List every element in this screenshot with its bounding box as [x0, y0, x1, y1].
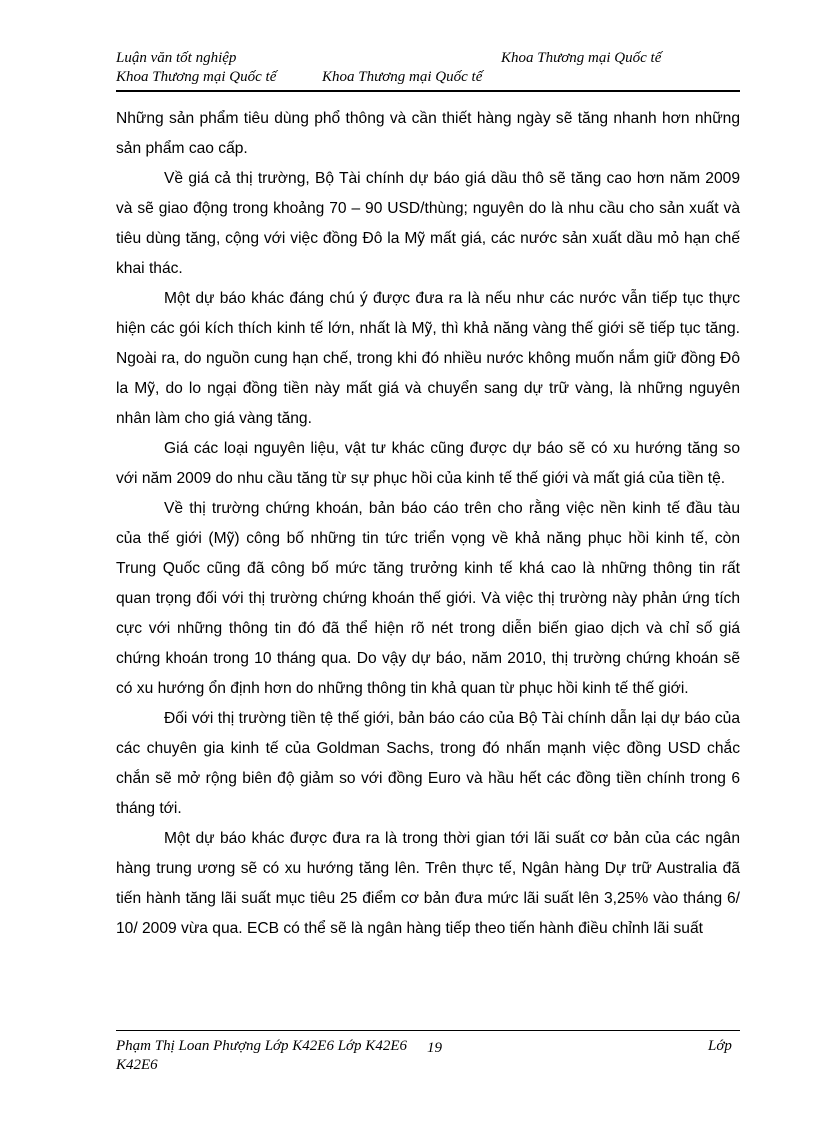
- header-rule: [116, 90, 740, 92]
- paragraph-7: Một dự báo khác được đưa ra là trong thời gian tới lãi suất cơ bản của các ngân hàng trung ương sẽ có xu hướng tăng lên. Trên thực tế, Ngân hàng Dự trữ Australia đã tiến hành tăng lãi suất mục tiêu 25 điểm cơ bản đưa mức lãi suất lên 3,25% vào tháng 6/ 10/ 2009 vừa qua. ECB có thể sẽ là ngân hàng tiếp theo tiến hành điều chỉnh lãi suất: [116, 830, 740, 937]
- paragraph-3: Một dự báo khác đáng chú ý được đưa ra là nếu như các nước vẫn tiếp tục thực hiện các gói kích thích kinh tế lớn, nhất là Mỹ, thì khả năng vàng thế giới sẽ tiếp tục tăng. Ngoài ra, do nguồn cung hạn chế, trong khi đó nhiều nước không muốn nắm giữ đồng Đô la Mỹ, do lo ngại đồng tiền này mất giá và chuyển sang dự trữ vàng, là những nguyên nhân làm cho giá vàng tăng.: [116, 290, 740, 427]
- header-department-line2-a: Khoa Thương mại Quốc tế: [116, 69, 277, 85]
- header-department-right: Khoa Thương mại Quốc tế: [501, 50, 662, 66]
- footer-class-label: Lớp: [708, 1038, 732, 1054]
- paragraph-2: Về giá cả thị trường, Bộ Tài chính dự báo giá dầu thô sẽ tăng cao hơn năm 2009 và sẽ giao động trong khoảng 70 – 90 USD/thùng; nguyên do là nhu cầu cho sản xuất và tiêu dùng tăng, cộng với việc đồng Đô la Mỹ mất giá, các nước sản xuất dầu mỏ hạn chế khai thác.: [116, 170, 740, 277]
- footer-page-number: 19: [427, 1040, 442, 1056]
- footer-author: Phạm Thị Loan Phượng Lớp K42E6 Lớp K42E6: [116, 1038, 407, 1054]
- header-title-left: Luận văn tốt nghiệp: [116, 50, 237, 66]
- paragraph-1: Những sản phẩm tiêu dùng phổ thông và cần thiết hàng ngày sẽ tăng nhanh hơn những sản phẩm cao cấp.: [116, 110, 740, 157]
- paragraph-6: Đối với thị trường tiền tệ thế giới, bản báo cáo của Bộ Tài chính dẫn lại dự báo của các chuyên gia kinh tế của Goldman Sachs, trong đó nhấn mạnh việc đồng USD chắc chắn sẽ mở rộng biên độ giảm so với đồng Euro và hầu hết các đồng tiền chính trong 6 tháng tới.: [116, 710, 740, 817]
- footer-class-code: K42E6: [116, 1057, 158, 1073]
- footer-rule: [116, 1030, 740, 1031]
- paragraph-5: Về thị trường chứng khoán, bản báo cáo trên cho rằng việc nền kinh tế đầu tàu của thế giới (Mỹ) công bố những tin tức triển vọng về khả năng phục hồi kinh tế, còn Trung Quốc cũng đã công bố mức tăng trưởng kinh tế khá cao là những thông tin rất quan trọng đối với thị trường chứng khoán thế giới. Và việc thị trường này phản ứng tích cực với những thông tin đó đã thể hiện rõ nét trong diễn biến giao dịch và chỉ số giá chứng khoán trong 10 tháng qua. Do vậy dự báo, năm 2010, thị trường chứng khoán sẽ có xu hướng ổn định hơn do những thông tin khả quan từ phục hồi kinh tế thế giới.: [116, 500, 740, 697]
- header-department-line2-b: Khoa Thương mại Quốc tế: [322, 69, 483, 85]
- document-body: [116, 104, 740, 944]
- paragraph-4: Giá các loại nguyên liệu, vật tư khác cũng được dự báo sẽ có xu hướng tăng so với năm 2009 do nhu cầu tăng từ sự phục hồi của kinh tế thế giới và mất giá của tiền tệ.: [116, 440, 740, 487]
